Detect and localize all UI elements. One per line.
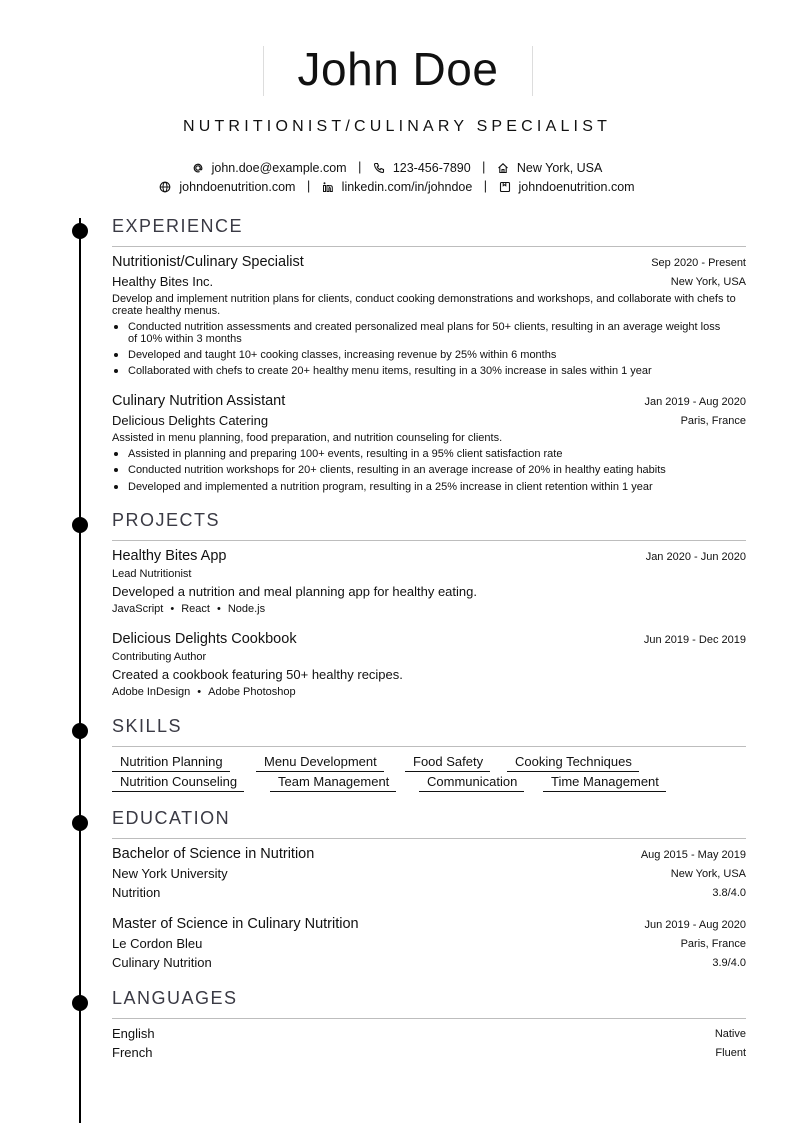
contact-website[interactable] xyxy=(159,180,295,194)
experience-entry-header xyxy=(112,393,746,411)
contact-phone[interactable] xyxy=(373,161,471,175)
contact-website-text: johndoenutrition.com xyxy=(179,179,296,194)
education-entry-header xyxy=(112,916,746,934)
linkedin-icon xyxy=(322,181,334,193)
project-name: Healthy Bites App xyxy=(112,548,227,564)
section-title-skills: SKILLS xyxy=(112,716,183,736)
experience-role: Culinary Nutrition Assistant xyxy=(112,393,286,409)
education-school-row xyxy=(112,866,746,882)
phone-icon xyxy=(373,162,385,174)
globe-icon xyxy=(159,181,171,193)
tech-item: React xyxy=(181,603,210,615)
bullet-text: Developed and implemented a nutrition program, resulting in a 25% increase in client retention within 1 year xyxy=(128,481,653,493)
language-name: French xyxy=(112,1045,153,1060)
contact-line-1 xyxy=(0,160,794,175)
contact-location-text: New York, USA xyxy=(516,160,603,175)
timeline-dot xyxy=(72,223,88,239)
language-name: English xyxy=(112,1026,155,1041)
contact-portfolio-text: johndoenutrition.com xyxy=(518,179,635,194)
contact-separator: | xyxy=(358,160,362,174)
bullet-dot xyxy=(114,325,118,329)
contact-linkedin[interactable] xyxy=(322,180,473,194)
skill-tag: Team Management xyxy=(270,774,396,792)
project-tech-list xyxy=(112,686,296,698)
experience-company: Delicious Delights Catering xyxy=(112,413,269,428)
education-entry-header xyxy=(112,846,746,864)
bullet-dot xyxy=(114,468,118,472)
tech-separator: • xyxy=(197,686,202,698)
language-row xyxy=(112,1026,746,1042)
timeline-dot xyxy=(72,723,88,739)
project-role: Lead Nutritionist xyxy=(112,568,192,580)
bullet-dot xyxy=(114,369,118,373)
education-location: Paris, France xyxy=(680,938,746,950)
project-name: Delicious Delights Cookbook xyxy=(112,631,297,647)
project-role-row xyxy=(112,568,746,582)
project-description: Developed a nutrition and meal planning app for healthy eating. xyxy=(112,584,477,599)
bullet-dot xyxy=(114,485,118,489)
project-entry-header xyxy=(112,548,746,566)
experience-dates: Jan 2019 - Aug 2020 xyxy=(644,396,746,408)
education-school-row xyxy=(112,936,746,952)
language-level: Native xyxy=(714,1028,746,1040)
bullet-text: Assisted in planning and preparing 100+ events, resulting in a 95% client satisfaction rate xyxy=(128,448,563,460)
skill-tag: Communication xyxy=(419,774,524,792)
project-description-row xyxy=(112,584,746,600)
experience-description: Assisted in menu planning, food preparation, and nutrition counseling for clients. xyxy=(112,432,503,444)
project-dates: Jan 2020 - Jun 2020 xyxy=(645,551,746,563)
skill-tag: Nutrition Counseling xyxy=(112,774,244,792)
tech-item: Adobe Photoshop xyxy=(208,686,296,698)
experience-role: Nutritionist/Culinary Specialist xyxy=(112,254,304,270)
skill-tag: Cooking Techniques xyxy=(507,754,639,772)
name-frame xyxy=(263,43,533,96)
contact-separator: | xyxy=(306,179,311,193)
section-divider xyxy=(112,246,746,247)
experience-dates: Sep 2020 - Present xyxy=(651,257,746,269)
at-icon xyxy=(192,162,204,174)
project-role-row xyxy=(112,651,746,665)
timeline-dot xyxy=(72,815,88,831)
section-divider xyxy=(112,838,746,839)
skill-tag: Time Management xyxy=(543,774,666,792)
contact-linkedin-text: linkedin.com/in/johndoe xyxy=(341,179,473,194)
experience-company-row xyxy=(112,274,746,290)
tech-item: Adobe InDesign xyxy=(112,686,191,698)
timeline-dot xyxy=(72,517,88,533)
section-title-projects: PROJECTS xyxy=(112,510,221,530)
contact-location xyxy=(497,161,602,175)
tech-separator: • xyxy=(170,603,175,615)
project-role: Contributing Author xyxy=(112,651,207,663)
contact-phone-text: 123-456-7890 xyxy=(392,160,471,175)
experience-company: Healthy Bites Inc. xyxy=(112,274,214,289)
education-field-row xyxy=(112,885,746,901)
section-divider xyxy=(112,1018,746,1019)
education-degree: Master of Science in Culinary Nutrition xyxy=(112,916,359,932)
timeline-line xyxy=(79,218,81,1123)
experience-description: Develop and implement nutrition plans for clients, conduct cooking demonstrations and workshops, and collaborate with chefs to create healthy menus. xyxy=(112,293,736,317)
candidate-name: John Doe xyxy=(297,43,499,95)
tech-separator: • xyxy=(216,603,221,615)
bullet-text: Conducted nutrition workshops for 20+ clients, resulting in an average increase of 20% in healthy eating habits xyxy=(128,464,666,476)
education-school: Le Cordon Bleu xyxy=(112,936,203,951)
contact-separator: | xyxy=(483,179,488,193)
bullet-dot xyxy=(114,452,118,456)
contact-line-2 xyxy=(0,179,794,194)
education-dates: Jun 2019 - Aug 2020 xyxy=(644,919,746,931)
contact-portfolio[interactable] xyxy=(499,180,635,194)
portfolio-icon xyxy=(499,181,511,193)
project-entry-header xyxy=(112,631,746,649)
language-row xyxy=(112,1045,746,1061)
education-gpa: 3.9/4.0 xyxy=(712,957,746,969)
contact-email-text: john.doe@example.com xyxy=(211,160,347,175)
project-tech-list xyxy=(112,603,265,615)
project-description: Created a cookbook featuring 50+ healthy recipes. xyxy=(112,667,403,682)
bullet-text: Conducted nutrition assessments and created personalized meal plans for 50+ clients, resulting in an average weight loss of 10% within 3 months xyxy=(128,321,721,345)
experience-entry-header xyxy=(112,254,746,272)
tech-item: JavaScript xyxy=(112,603,164,615)
education-gpa: 3.8/4.0 xyxy=(712,887,746,899)
bullet-text: Collaborated with chefs to create 20+ healthy menu items, resulting in a 30% increase in sales within 1 year xyxy=(128,365,652,377)
timeline-dot xyxy=(72,995,88,1011)
experience-location: New York, USA xyxy=(670,276,746,288)
contact-separator: | xyxy=(482,160,486,174)
section-divider xyxy=(112,540,746,541)
education-degree: Bachelor of Science in Nutrition xyxy=(112,846,315,862)
project-dates: Jun 2019 - Dec 2019 xyxy=(643,634,746,646)
home-icon xyxy=(497,162,509,174)
experience-company-row xyxy=(112,413,746,429)
section-divider xyxy=(112,746,746,747)
project-description-row xyxy=(112,667,746,683)
education-field-row xyxy=(112,955,746,971)
skill-tag: Nutrition Planning xyxy=(112,754,230,772)
education-location: New York, USA xyxy=(670,868,746,880)
language-level: Fluent xyxy=(715,1047,746,1059)
bullet-dot xyxy=(114,353,118,357)
education-dates: Aug 2015 - May 2019 xyxy=(640,849,746,861)
section-title-experience: EXPERIENCE xyxy=(112,216,244,236)
skill-tag: Menu Development xyxy=(256,754,384,772)
experience-location: Paris, France xyxy=(680,415,746,427)
skill-tag: Food Safety xyxy=(405,754,490,772)
education-field: Nutrition xyxy=(112,885,161,900)
tech-item: Node.js xyxy=(227,603,266,615)
section-title-languages: LANGUAGES xyxy=(112,988,238,1008)
section-title-education: EDUCATION xyxy=(112,808,231,828)
education-school: New York University xyxy=(112,866,228,881)
bullet-text: Developed and taught 10+ cooking classes, increasing revenue by 25% within 6 months xyxy=(128,349,557,361)
education-field: Culinary Nutrition xyxy=(112,955,212,970)
contact-email[interactable] xyxy=(192,161,347,175)
job-title: NUTRITIONIST/CULINARY SPECIALIST xyxy=(182,118,612,135)
